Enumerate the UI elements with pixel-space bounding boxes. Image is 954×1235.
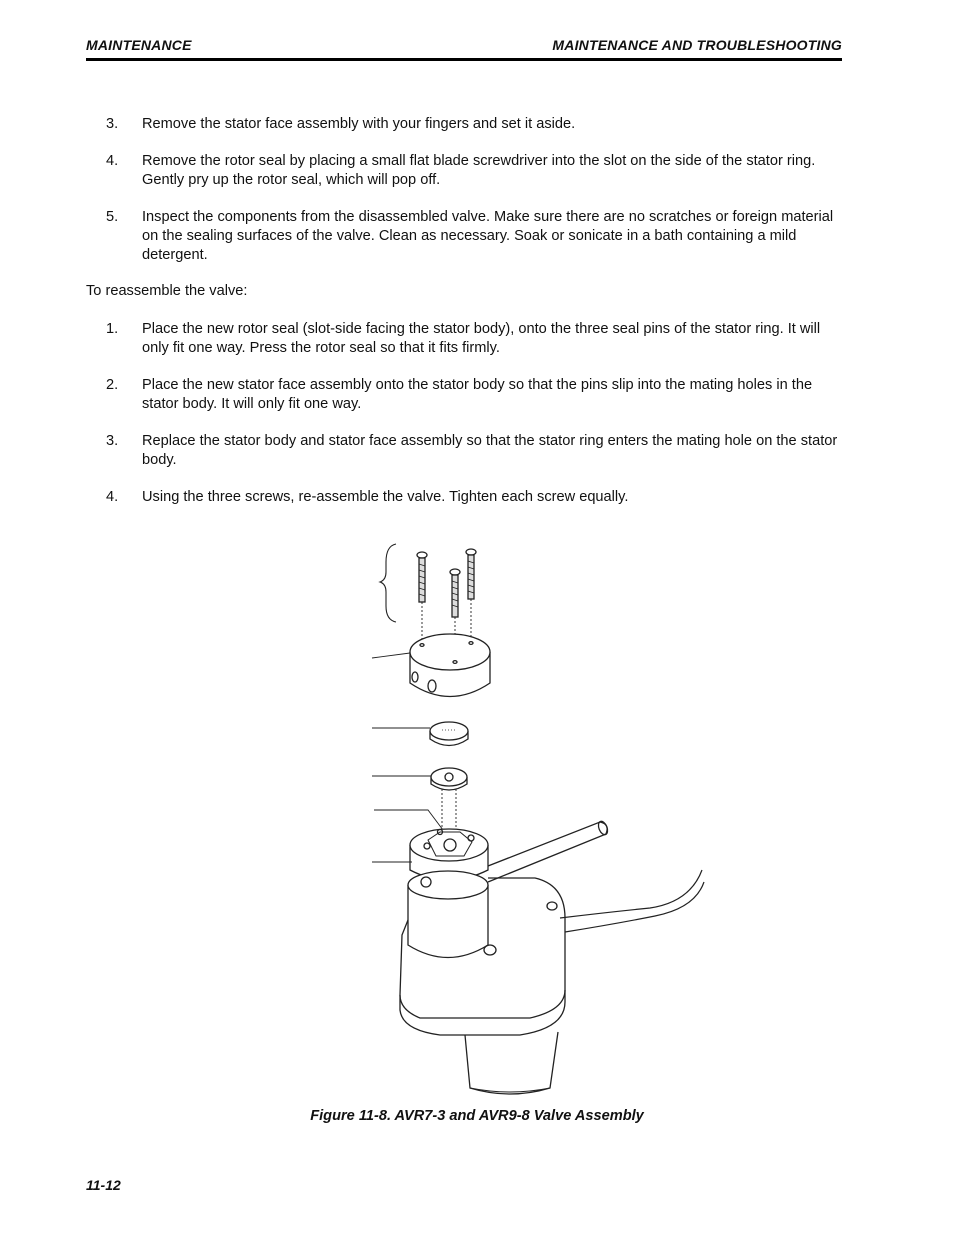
page-header <box>86 36 842 61</box>
step-text: Replace the stator body and stator face assembly so that the stator ring enters the mating hole on the stator body. <box>142 433 838 468</box>
step-number: 3. <box>106 433 119 449</box>
step-text: Place the new rotor seal (slot-side facing the stator body), onto the three seal pins of the stator ring. It will only fit one way. Press the rotor seal so that it fits firmly. <box>142 321 821 356</box>
header-chapter-title: MAINTENANCE AND TROUBLESHOOTING <box>552 37 842 53</box>
list-item <box>86 115 846 134</box>
step-number: 5. <box>106 209 119 225</box>
list-item <box>86 432 846 470</box>
step-number: 4. <box>106 489 119 505</box>
rotor-seal <box>430 722 468 746</box>
screw-bracket <box>380 544 396 622</box>
step-text: Remove the stator face assembly with your fingers and set it aside. <box>142 116 576 132</box>
list-item <box>86 488 846 507</box>
valve-motor <box>400 871 565 1094</box>
cable <box>560 870 704 932</box>
step-text: Inspect the components from the disassembled valve. Make sure there are no scratches or foreign material on the sealing surfaces of the valve. Clean as necessary. Soak or sonicate in a bath containing a mild detergent. <box>142 209 834 263</box>
list-item <box>86 208 846 265</box>
reassembly-intro: To reassemble the valve: <box>86 283 248 299</box>
step-number: 4. <box>106 153 119 169</box>
disassembly-steps <box>86 115 846 283</box>
reassembly-steps <box>86 320 846 525</box>
screw-left <box>417 552 427 602</box>
step-number: 1. <box>106 321 119 337</box>
step-text: Using the three screws, re-assemble the valve. Tighten each screw equally. <box>142 489 629 505</box>
step-text: Remove the rotor seal by placing a small flat blade screwdriver into the slot on the side of the stator ring. Gently pry up the rotor seal, which will pop off. <box>142 153 816 188</box>
stator-ring <box>431 768 467 790</box>
screw-right <box>466 549 476 599</box>
screw-center <box>450 569 460 617</box>
list-item <box>86 320 846 358</box>
valve-handle <box>488 820 609 882</box>
list-item <box>86 376 846 414</box>
step-number: 3. <box>106 116 119 132</box>
figure-caption: Figure 11-8. AVR7-3 and AVR9-8 Valve Assembly <box>310 1108 644 1124</box>
step-text: Place the new stator face assembly onto the stator body so that the pins slip into the mating holes in the stator body. It will only fit one way. <box>142 377 813 412</box>
stator-face-assembly <box>410 634 490 697</box>
list-item <box>86 152 846 190</box>
page-number: 11-12 <box>86 1177 121 1193</box>
valve-assembly-illustration <box>360 540 720 1100</box>
header-section-title: MAINTENANCE <box>86 37 192 53</box>
step-number: 2. <box>106 377 119 393</box>
